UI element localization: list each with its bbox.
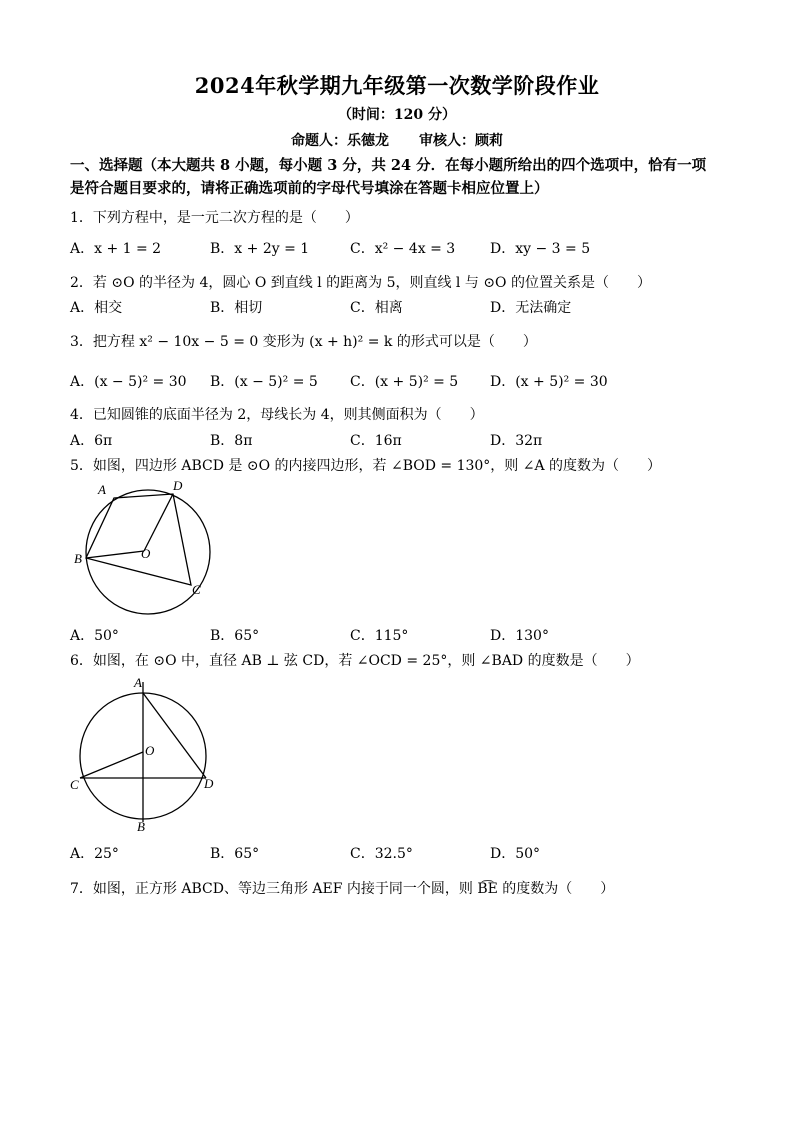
label-d: D	[204, 776, 214, 791]
question-5-option-d: D．130°	[490, 628, 549, 644]
question-5-option-b: B．65°	[210, 628, 260, 644]
question-4-option-b: B．8π	[210, 433, 253, 449]
label-b: B	[74, 551, 82, 566]
label-o: O	[141, 546, 151, 561]
question-5-figure	[70, 478, 220, 618]
authors-line	[0, 130, 794, 150]
question-6-option-d: D．50°	[490, 846, 541, 862]
question-1-option-c: C．x² − 4x = 3	[350, 241, 456, 257]
segment-bo	[86, 551, 144, 558]
label-o: O	[145, 743, 155, 758]
question-3-option-a: A．(x − 5)² = 30	[70, 374, 187, 390]
question-5-option-a: A．50°	[70, 628, 119, 644]
label-c: C	[70, 777, 79, 792]
question-6-stem: 6．如图，在 ⊙O 中，直径 AB ⊥ 弦 CD，若 ∠OCD = 25°，则 ∠BAD 的度数是（ ）	[70, 653, 640, 669]
author: 命题人：乐德龙	[291, 133, 389, 149]
question-1-option-d: D．xy − 3 = 5	[490, 241, 591, 257]
label-a: A	[134, 675, 142, 690]
question-2-option-d: D．无法确定	[490, 300, 572, 316]
label-a: A	[98, 482, 106, 497]
question-1-option-b: B．x + 2y = 1	[210, 241, 310, 257]
page-title: 2024年秋学期九年级第一次数学阶段作业	[194, 73, 600, 98]
question-5-option-c: C．115°	[350, 628, 409, 644]
label-d: D	[173, 478, 183, 493]
question-1-stem: 1．下列方程中，是一元二次方程的是（ ）	[70, 210, 359, 226]
label-b: B	[137, 819, 145, 834]
section-1-heading: 一、选择题（本大题共 8 小题，每小题 3 分，共 24 分．在每小题所给出的四个选项中，恰有一项是符合题目要求的，请将正确选项前的字母代号填涂在答题卡相应位置上）	[70, 157, 707, 197]
question-2-option-c: C．相离	[350, 300, 403, 316]
segment-od	[144, 494, 173, 551]
reviewer: 审核人：顾莉	[419, 133, 503, 149]
segment-oc	[80, 752, 143, 778]
quadrilateral-abcd	[86, 494, 191, 585]
question-2-option-b: B．相切	[210, 300, 263, 316]
question-4-option-a: A．6π	[70, 433, 113, 449]
question-6-option-c: C．32.5°	[350, 846, 413, 862]
question-3-option-c: C．(x + 5)² = 5	[350, 374, 459, 390]
question-2-option-a: A．相交	[70, 300, 123, 316]
question-3-stem: 3．把方程 x² − 10x − 5 = 0 变形为 (x + h)² = k 的形式可以是（ ）	[70, 334, 537, 350]
question-2-stem: 2．若 ⊙O 的半径为 4，圆心 O 到直线 l 的距离为 5，则直线 l 与 ⊙O 的位置关系是（ ）	[70, 275, 651, 291]
question-6-figure	[66, 672, 226, 837]
question-4-option-c: C．16π	[350, 433, 402, 449]
question-5-stem: 5．如图，四边形 ABCD 是 ⊙O 的内接四边形，若 ∠BOD = 130°，则 ∠A 的度数为（ ）	[70, 458, 662, 474]
question-6-option-a: A．25°	[70, 846, 119, 862]
question-1-option-a: A．x + 1 = 2	[70, 241, 162, 257]
question-3-option-d: D．(x + 5)² = 30	[490, 374, 608, 390]
question-7-stem: 7．如图，正方形 ABCD、等边三角形 AEF 内接于同一个圆，则 B͡E 的度数为（ ）	[70, 881, 615, 897]
segment-ad	[143, 693, 206, 778]
question-6-option-b: B．65°	[210, 846, 260, 862]
time-limit: （时间：120 分）	[337, 107, 457, 123]
question-4-option-d: D．32π	[490, 433, 543, 449]
question-4-stem: 4．已知圆锥的底面半径为 2，母线长为 4，则其侧面积为（ ）	[70, 407, 484, 423]
question-3-option-b: B．(x − 5)² = 5	[210, 374, 318, 390]
label-c: C	[192, 582, 201, 597]
